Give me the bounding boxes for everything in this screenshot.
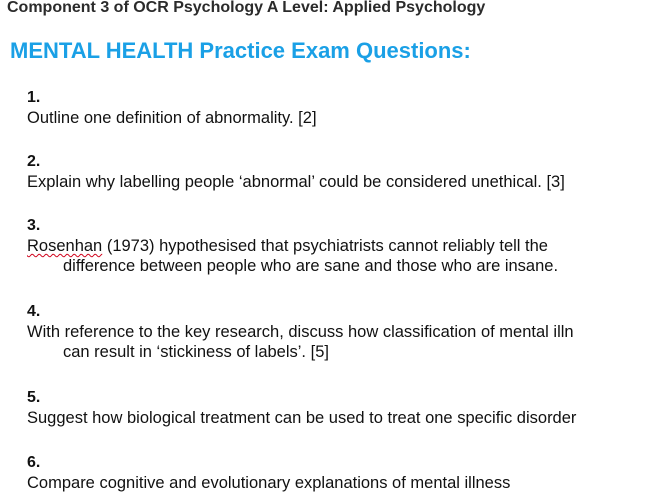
question-text: With reference to the key research, discuss how classification of mental illn [27,323,574,341]
question-1 [27,88,317,128]
question-text [27,236,558,256]
question-number: 2. [27,153,41,170]
question-text-rest: (1973) hypothesised that psychiatrists cannot reliably tell the [102,237,548,255]
question-number: 1. [27,89,41,106]
question-text: Outline one definition of abnormality. [2] [27,109,317,127]
question-text: Suggest how biological treatment can be used to treat one specific disorder [27,409,577,427]
question-text-continuation: difference between people who are sane and those who are insane. [63,257,559,275]
question-number: 6. [27,454,41,471]
component-title: Component 3 of OCR Psychology A Level: Applied Psychology [7,0,486,16]
question-text: Explain why labelling people ‘abnormal’ could be considered unethical. [3] [27,173,565,191]
question-text-continuation: can result in ‘stickiness of labels’. [5] [63,343,329,361]
question-5 [27,388,576,428]
question-6 [27,453,510,493]
question-2 [27,152,565,192]
question-text: Compare cognitive and evolutionary explanations of mental illness [27,474,511,492]
page-title: MENTAL HEALTH Practice Exam Questions: [10,38,471,63]
question-3 [27,216,558,276]
question-4 [27,302,574,362]
question-number: 4. [27,303,41,320]
question-number: 3. [27,217,41,234]
question-number: 5. [27,389,41,406]
misspelled-word: Rosenhan [27,237,103,255]
